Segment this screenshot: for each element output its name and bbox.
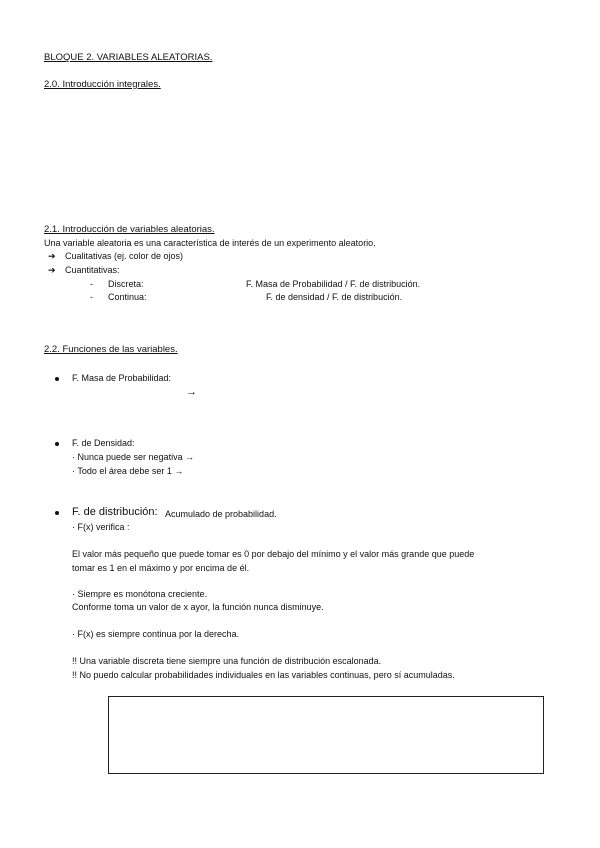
warning-note-1: !! Una variable discreta tiene siempre una función de distribución escalonada. (72, 656, 382, 666)
subitem-discreta-desc: F. Masa de Probabilidad / F. de distribución. (246, 279, 421, 289)
list-item-cualitativas: Cualitativas (ej. color de ojos) (65, 251, 184, 261)
subitem-continua-desc: F. de densidad / F. de distribución. (266, 292, 403, 302)
arrow-bullet-icon: ➔ (48, 265, 56, 275)
section-2-1-heading: 2.1. Introducción de variables aleatorias. (44, 224, 215, 235)
distribucion-label: F. de distribución: (72, 506, 158, 518)
distribucion-paragraph-1b: tomar es 1 en el máximo y por encima de él. (72, 563, 250, 573)
densidad-line-1: · Nunca puede ser negativa → (72, 452, 195, 462)
bullet-dot-icon (55, 511, 59, 515)
arrow-bullet-icon: ➔ (48, 251, 56, 261)
distribucion-paragraph-2a: · Siempre es monótona creciente. (72, 589, 208, 599)
list-item-cuantitativas: Cuantitativas: (65, 265, 120, 275)
distribucion-paragraph-3: · F(x) es siempre continua por la derecha. (72, 629, 240, 639)
distribucion-verifica: · F(x) verifica : (72, 522, 130, 532)
bullet-dot-icon (55, 377, 59, 381)
subitem-continua-label: Continua: (108, 292, 147, 302)
section-2-2-heading: 2.2. Funciones de las variables. (44, 344, 178, 355)
densidad-line-2: · Todo el área debe ser 1 → (72, 466, 184, 476)
document-title: BLOQUE 2. VARIABLES ALEATORIAS. (44, 52, 213, 63)
warning-note-2: !! No puedo calcular probabilidades individuales en las variables continuas, pero sí acumuladas. (72, 670, 455, 680)
masa-label: F. Masa de Probabilidad: (72, 373, 172, 383)
dash-bullet-icon: - (90, 279, 93, 289)
right-arrow-icon: → (186, 386, 197, 398)
dash-bullet-icon: - (90, 292, 93, 302)
subitem-discreta-label: Discreta: (108, 279, 144, 289)
section-2-0-heading: 2.0. Introducción integrales. (44, 79, 161, 90)
variable-definition: Una variable aleatoria es una característica de interés de un experimento aleatorio. (44, 238, 376, 248)
densidad-label: F. de Densidad: (72, 438, 135, 448)
empty-figure-box (108, 696, 544, 774)
distribucion-note: Acumulado de probabilidad. (165, 509, 277, 519)
bullet-dot-icon (55, 442, 59, 446)
distribucion-paragraph-1a: El valor más pequeño que puede tomar es 0 por debajo del mínimo y el valor más grande que puede (72, 549, 475, 559)
distribucion-paragraph-2b: Conforme toma un valor de x ayor, la función nunca disminuye. (72, 602, 324, 612)
